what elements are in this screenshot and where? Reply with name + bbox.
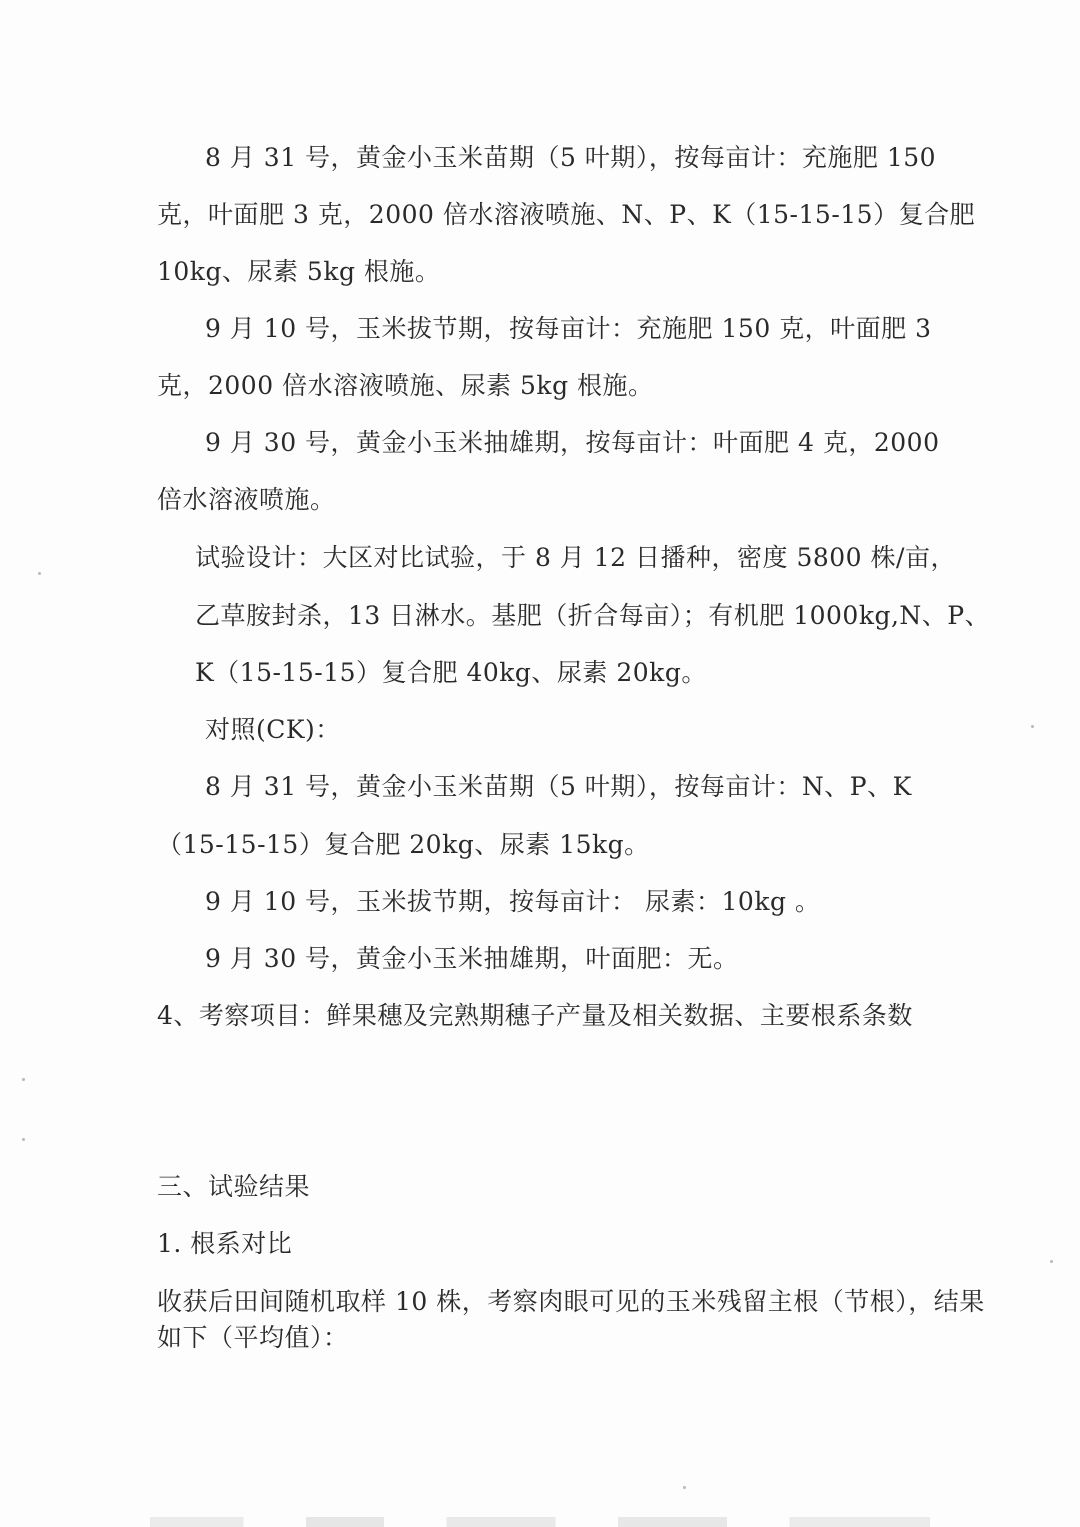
paragraph-line: 9 月 10 号，玉米拔节期，按每亩计： 尿素：10kg 。	[205, 887, 821, 916]
section-heading: 对照(CK)：	[205, 715, 341, 744]
paragraph-line: K（15-15-15）复合肥 40kg、尿素 20kg。	[195, 658, 707, 687]
paragraph-line: 收获后田间随机取样 10 株，考察肉眼可见的玉米残留主根（节根），结果	[157, 1287, 985, 1316]
scan-edge-shadow	[150, 1517, 930, 1527]
subsection-heading: 1. 根系对比	[157, 1229, 293, 1258]
scan-speck	[1031, 725, 1034, 728]
paragraph-line: 倍水溶液喷施。	[157, 485, 336, 514]
scan-speck	[22, 1138, 25, 1141]
paragraph-line: 乙草胺封杀，13 日淋水。基肥（折合每亩）；有机肥 1000kg,N、P、	[195, 601, 991, 630]
paragraph-line: 8 月 31 号，黄金小玉米苗期（5 叶期），按每亩计：N、P、K	[205, 772, 912, 801]
scan-speck	[683, 1486, 686, 1489]
paragraph-line: 试验设计：大区对比试验，于 8 月 12 日播种，密度 5800 株/亩，	[195, 543, 956, 572]
section-heading: 4、考察项目：鲜果穗及完熟期穗子产量及相关数据、主要根系条数	[157, 1001, 913, 1030]
paragraph-line: （15-15-15）复合肥 20kg、尿素 15kg。	[157, 830, 650, 859]
paragraph-line: 10kg、尿素 5kg 根施。	[157, 257, 441, 286]
paragraph-line: 9 月 10 号，玉米拔节期，按每亩计：充施肥 150 克，叶面肥 3	[205, 314, 932, 343]
paragraph-line: 8 月 31 号，黄金小玉米苗期（5 叶期），按每亩计：充施肥 150	[205, 143, 937, 172]
paragraph-line: 9 月 30 号，黄金小玉米抽雄期，叶面肥：无。	[205, 944, 739, 973]
section-heading: 三、试验结果	[157, 1172, 311, 1201]
paragraph-line: 克，叶面肥 3 克，2000 倍水溶液喷施、N、P、K（15-15-15）复合肥	[157, 200, 976, 229]
scan-speck	[1050, 1260, 1053, 1263]
paragraph-line: 克，2000 倍水溶液喷施、尿素 5kg 根施。	[157, 371, 654, 400]
paragraph-line: 如下（平均值）：	[157, 1323, 349, 1352]
scan-speck	[38, 572, 41, 575]
paragraph-line: 9 月 30 号，黄金小玉米抽雄期，按每亩计：叶面肥 4 克，2000	[205, 428, 940, 457]
scan-speck	[22, 1078, 25, 1081]
